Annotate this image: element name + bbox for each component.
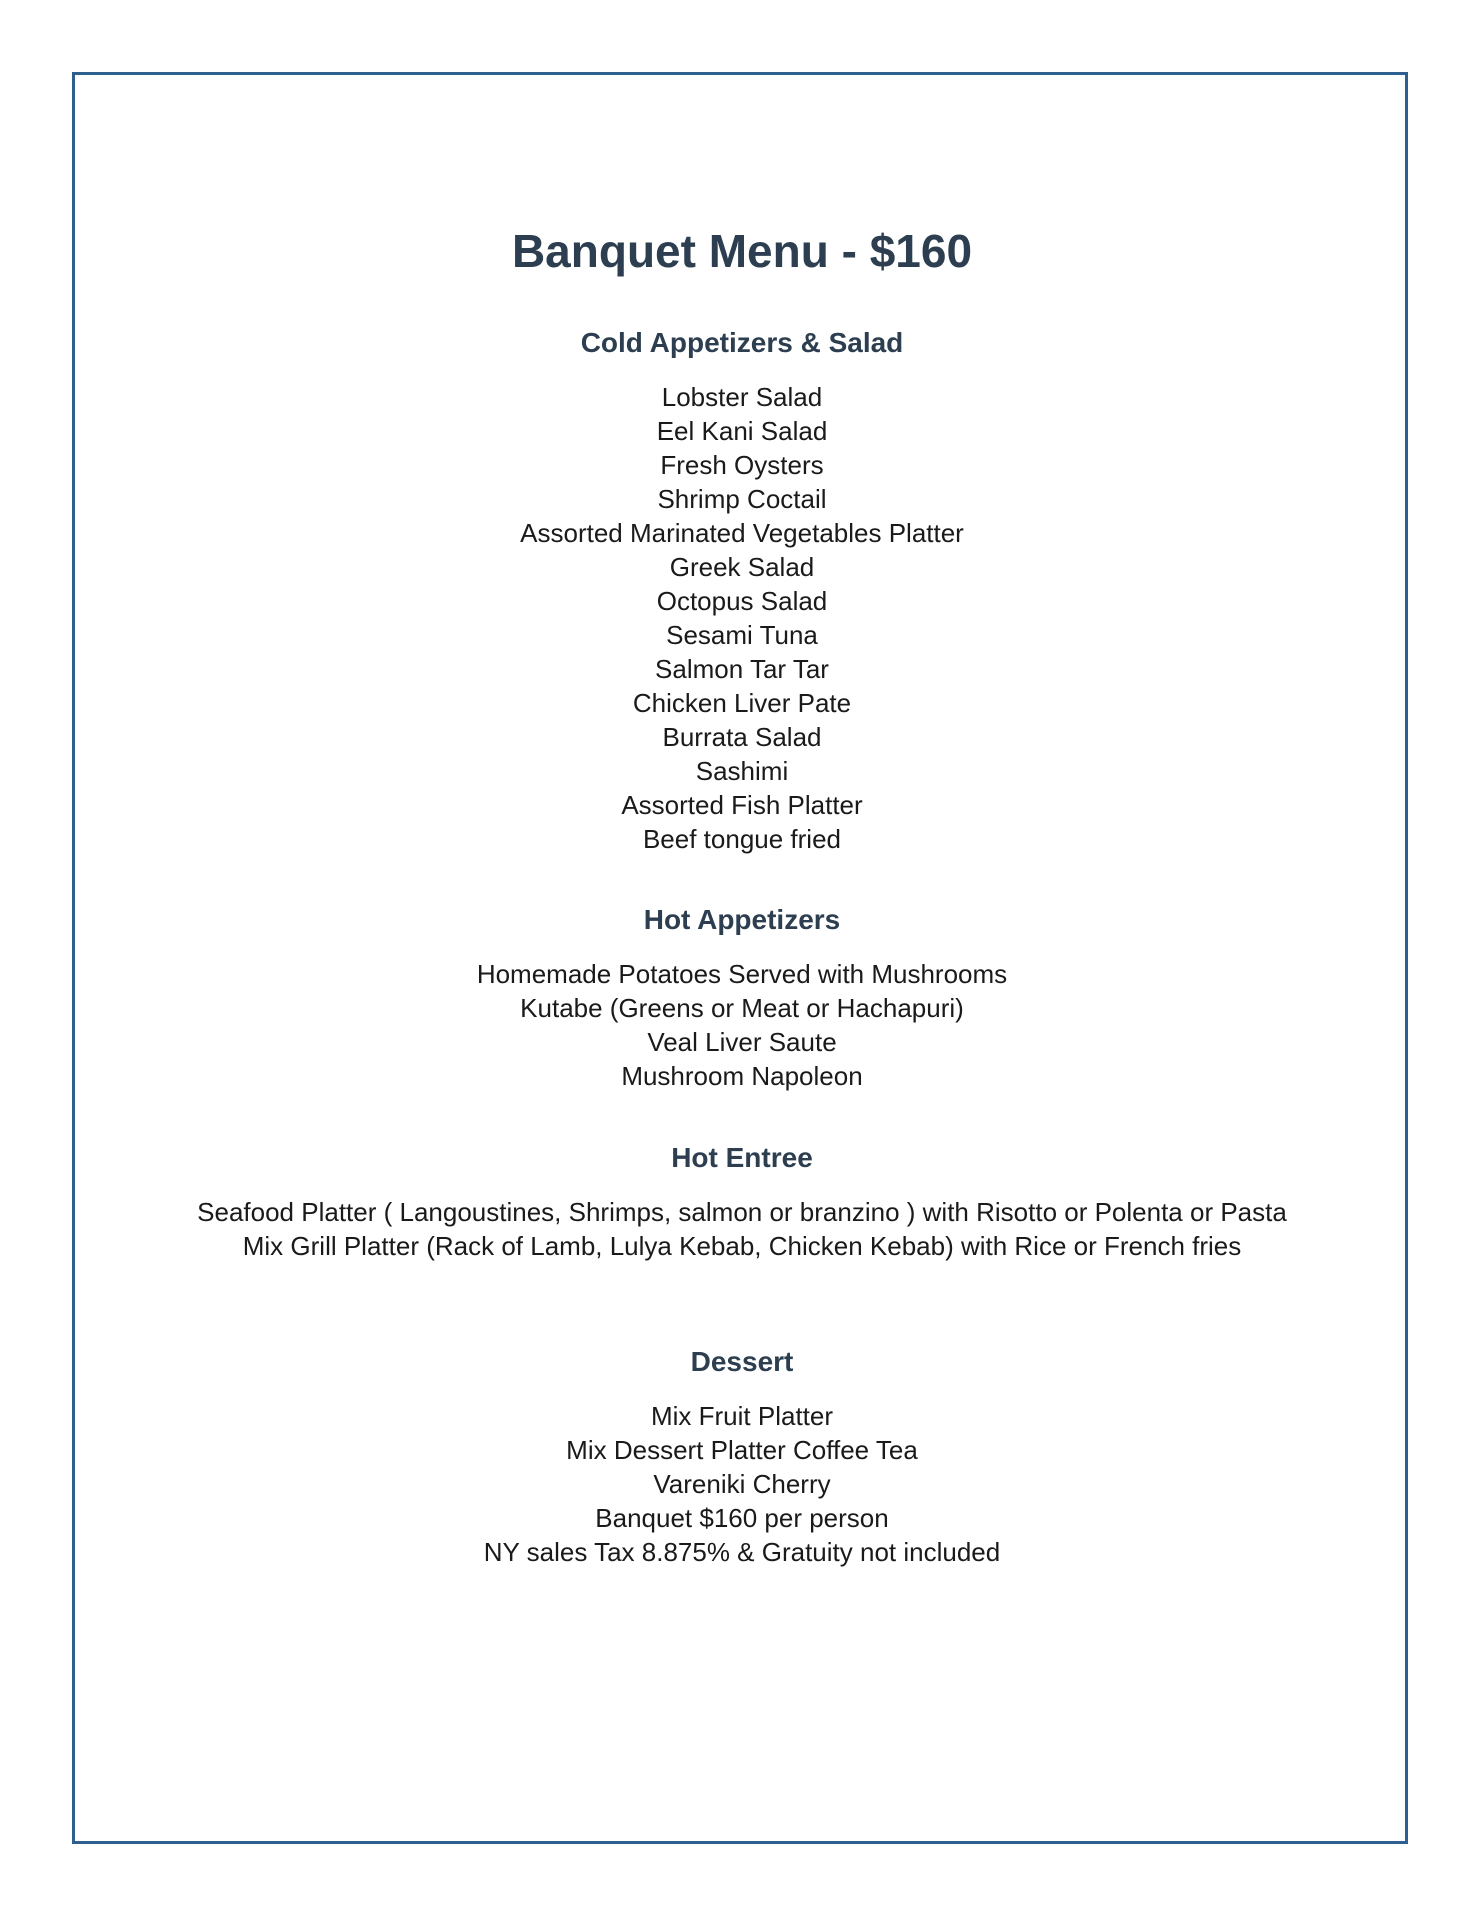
menu-title: Banquet Menu - $160 bbox=[511, 224, 973, 277]
menu-item: Sashimi bbox=[695, 756, 789, 786]
menu-item: Salmon Tar Tar bbox=[655, 654, 829, 684]
section-cold-appetizers bbox=[100, 326, 1384, 856]
menu-item: Mushroom Napoleon bbox=[621, 1061, 863, 1091]
menu-item: Fresh Oysters bbox=[660, 450, 824, 480]
menu-item: Lobster Salad bbox=[661, 382, 823, 412]
cold-items-list bbox=[100, 380, 1384, 856]
dessert-list bbox=[100, 1399, 1384, 1569]
menu-item: Homemade Potatoes Served with Mushrooms bbox=[476, 959, 1008, 989]
menu-item: Assorted Marinated Vegetables Platter bbox=[520, 518, 964, 548]
section-heading-hot-appetizers: Hot Appetizers bbox=[643, 904, 841, 935]
menu-item: Octopus Salad bbox=[656, 586, 828, 616]
menu-item: Burrata Salad bbox=[662, 722, 822, 752]
menu-item: Kutabe (Greens or Meat or Hachapuri) bbox=[520, 993, 964, 1023]
price-note: Banquet $160 per person bbox=[595, 1503, 889, 1533]
menu-item: Mix Grill Platter (Rack of Lamb, Lulya Kebab, Chicken Kebab) with Rice or French fries bbox=[242, 1231, 1242, 1261]
menu-item: Mix Dessert Platter Coffee Tea bbox=[566, 1435, 918, 1465]
section-heading-dessert: Dessert bbox=[690, 1346, 794, 1377]
hot-appetizers-list bbox=[100, 957, 1384, 1093]
hot-entree-list bbox=[100, 1195, 1384, 1263]
menu-item: Greek Salad bbox=[669, 552, 815, 582]
menu-item: Vareniki Cherry bbox=[653, 1469, 831, 1499]
menu-item: Beef tongue fried bbox=[642, 824, 842, 854]
tax-note: NY sales Tax 8.875% & Gratuity not included bbox=[483, 1537, 1001, 1567]
section-hot-entree bbox=[100, 1141, 1384, 1263]
menu-item: Sesami Tuna bbox=[666, 620, 818, 650]
section-heading-hot-entree: Hot Entree bbox=[671, 1142, 813, 1173]
menu-item: Assorted Fish Platter bbox=[621, 790, 863, 820]
section-dessert bbox=[100, 1345, 1384, 1569]
menu-item: Veal Liver Saute bbox=[647, 1027, 837, 1057]
section-hot-appetizers bbox=[100, 903, 1384, 1093]
section-heading-cold: Cold Appetizers & Salad bbox=[580, 327, 904, 358]
menu-item: Mix Fruit Platter bbox=[650, 1401, 834, 1431]
menu-item: Chicken Liver Pate bbox=[632, 688, 852, 718]
menu-item: Eel Kani Salad bbox=[656, 416, 828, 446]
menu-item: Shrimp Coctail bbox=[657, 484, 827, 514]
menu-item: Seafood Platter ( Langoustines, Shrimps, salmon or branzino ) with Risotto or Polenta or Pasta bbox=[197, 1197, 1287, 1227]
